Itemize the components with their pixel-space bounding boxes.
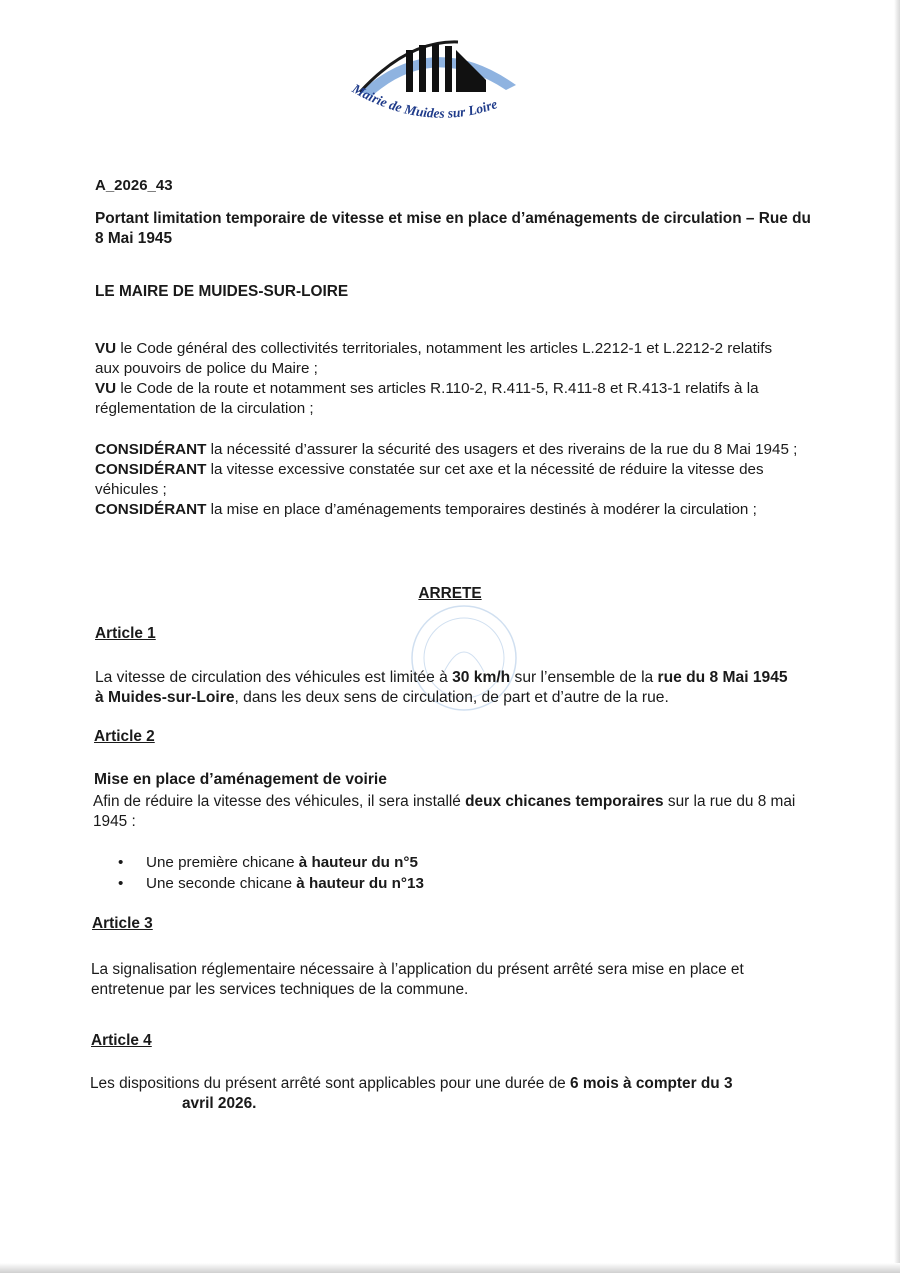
considerant-label: CONSIDÉRANT	[95, 461, 207, 478]
logo-pillar-4	[445, 46, 452, 92]
chicane-list	[118, 852, 424, 894]
article-1-text-1: La vitesse de circulation des véhicules est limitée à	[95, 669, 453, 686]
bullet-location: à hauteur du n°13	[296, 875, 424, 892]
mairie-logo	[338, 30, 528, 135]
considerant-label: CONSIDÉRANT	[95, 501, 207, 518]
bullet-text: Une seconde chicane	[146, 875, 297, 892]
article-2-subheading: Mise en place d’aménagement de voirie	[94, 771, 387, 788]
vu-label: VU	[95, 380, 117, 397]
list-item	[118, 852, 424, 873]
bullet-location: à hauteur du n°5	[298, 854, 418, 871]
considerant-item-2	[95, 460, 800, 500]
scan-bottom-shadow	[0, 1263, 900, 1273]
considerant-text: la mise en place d’aménagements temporaires destinés à modérer la circulation ;	[206, 501, 757, 518]
arrete-heading: ARRETE	[418, 585, 482, 602]
article-2-heading: Article 2	[94, 728, 155, 745]
chicanes-count: deux chicanes temporaires	[465, 793, 664, 810]
article-1-heading: Article 1	[95, 625, 156, 642]
article-2-text-2: sur la rue du 8 mai 1945 :	[93, 793, 796, 830]
vu-text: le Code général des collectivités territoriales, notamment les articles L.2212-1 et L.2212-2 relatifs aux pouvoirs de police du Maire ;	[95, 340, 773, 377]
list-item	[118, 873, 424, 894]
considerant-item-3	[95, 500, 800, 520]
reference-number: A_2026_43	[95, 177, 173, 194]
document-title: Portant limitation temporaire de vitesse et mise en place d’aménagements de circulation – Rue du 8 Mai 1945	[95, 210, 811, 247]
considerant-block	[95, 440, 800, 520]
article-2-body	[93, 792, 798, 832]
considerant-item-1	[95, 440, 800, 460]
vu-text: le Code de la route et notamment ses articles R.110-2, R.411-5, R.411-8 et R.413-1 relatifs à la réglementation de la circulation ;	[95, 380, 759, 417]
bullet-text: Une première chicane	[146, 854, 299, 871]
vu-block	[95, 339, 800, 419]
article-4-line-1	[90, 1074, 800, 1094]
vu-label: VU	[95, 340, 117, 357]
article-4-heading: Article 4	[91, 1032, 152, 1049]
vu-item-2	[95, 379, 800, 419]
article-3-heading: Article 3	[92, 915, 153, 932]
article-4-body	[90, 1074, 800, 1114]
speed-limit: 30 km/h	[452, 669, 511, 686]
street-name: rue du 8 Mai 1945 à Muides-sur-Loire	[95, 669, 788, 706]
logo-text: Mairie de Muides sur Loire	[349, 80, 500, 121]
issuing-authority: LE MAIRE DE MUIDES-SUR-LOIRE	[95, 283, 349, 300]
vu-item-1	[95, 339, 800, 379]
scan-edge-shadow	[894, 0, 900, 1273]
considerant-text: la nécessité d’assurer la sécurité des usagers et des riverains de la rue du 8 Mai 1945 ;	[206, 441, 798, 458]
considerant-label: CONSIDÉRANT	[95, 441, 207, 458]
logo-pillar-2	[419, 45, 426, 92]
article-1-text-3: , dans les deux sens de circulation, de part et d’autre de la rue.	[234, 689, 669, 706]
start-date: avril 2026.	[182, 1095, 257, 1112]
article-1-body	[95, 668, 800, 708]
article-1-text-2: sur l’ensemble de la	[510, 669, 658, 686]
article-4-text-1: Les dispositions du présent arrêté sont applicables pour une durée de	[90, 1075, 570, 1092]
article-2-text-1: Afin de réduire la vitesse des véhicules, il sera installé	[93, 793, 466, 810]
duration: 6 mois à compter du 3	[570, 1075, 733, 1092]
logo-pillar-3	[432, 44, 439, 92]
considerant-text: la vitesse excessive constatée sur cet axe et la nécessité de réduire la vitesse des véhicules ;	[95, 461, 764, 498]
logo-pillar-1	[406, 50, 413, 92]
article-3-body: La signalisation réglementaire nécessaire à l’application du présent arrêté sera mise en place et entretenue par les services techniques de la commune.	[91, 961, 744, 998]
